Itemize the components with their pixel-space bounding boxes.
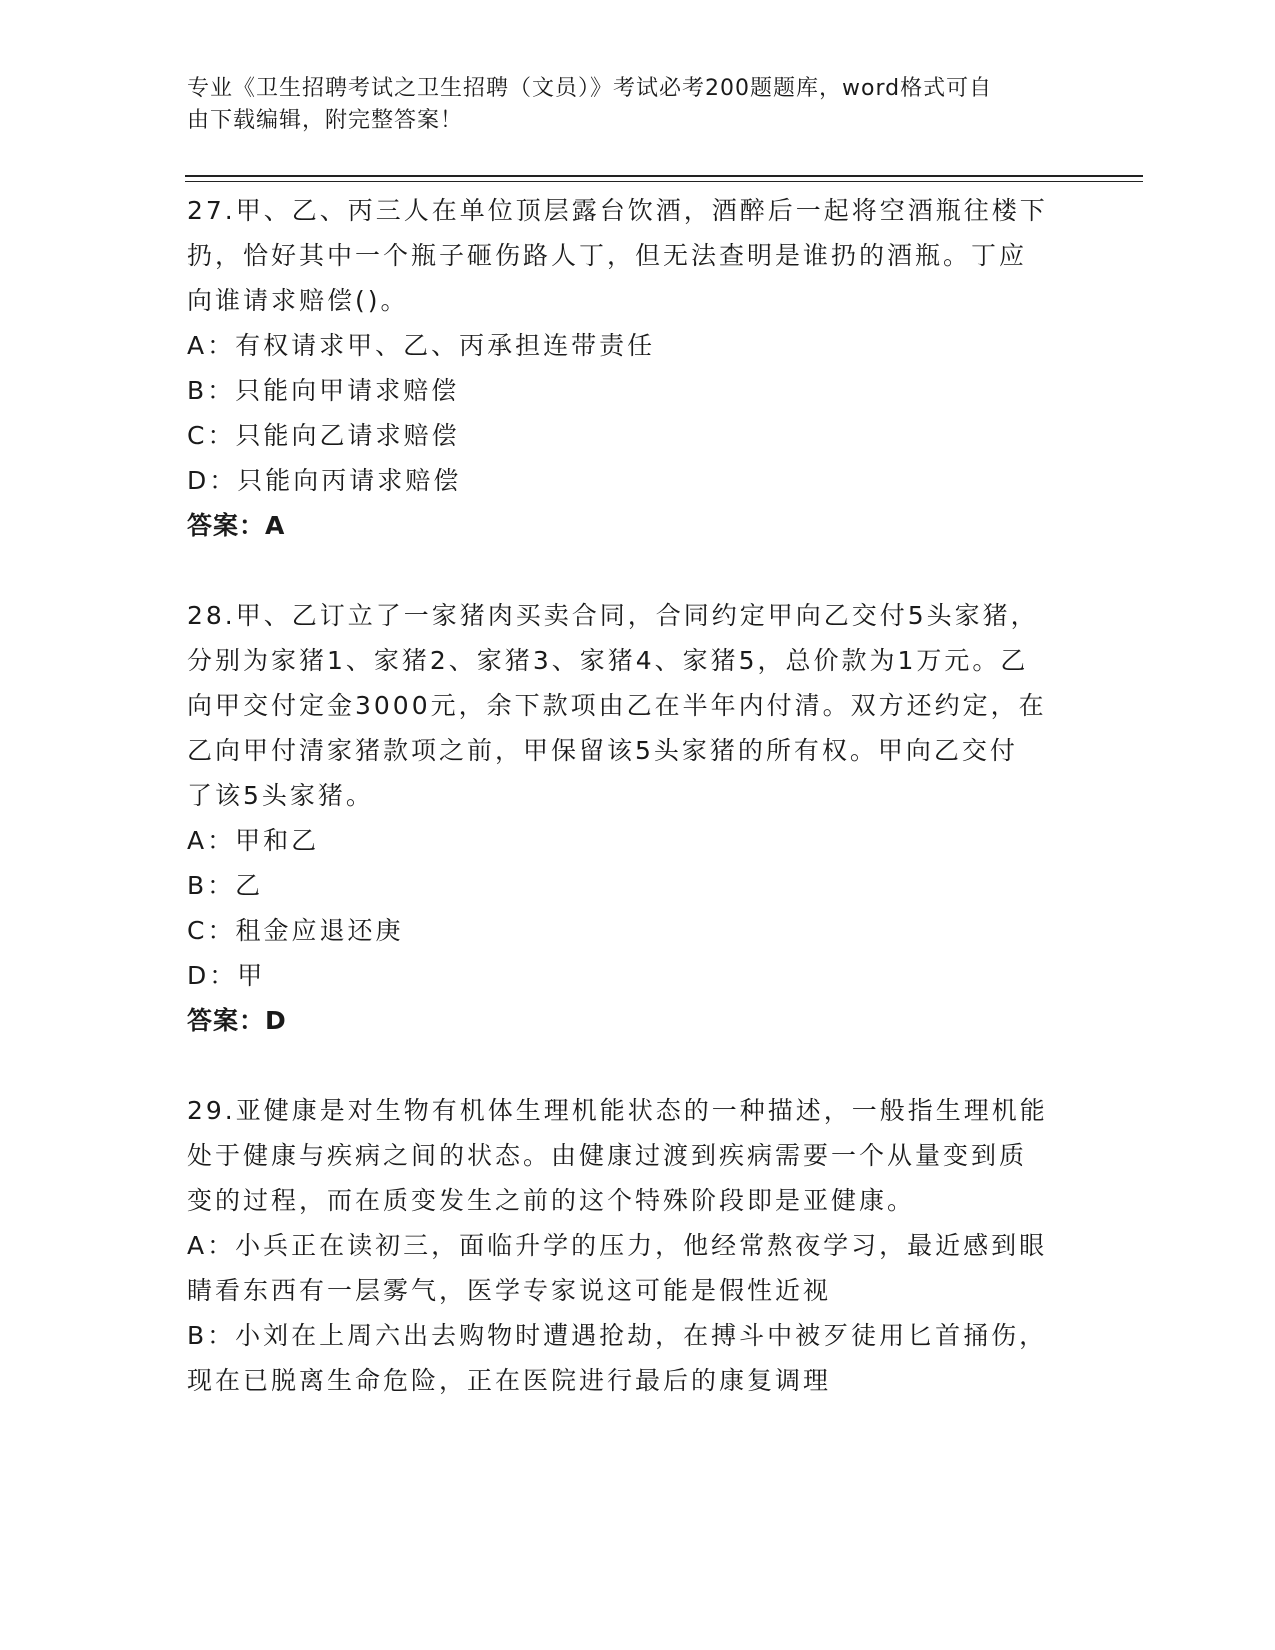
question-28 xyxy=(187,593,1087,1043)
option-d: D：只能向丙请求赔偿 xyxy=(187,466,462,495)
answer-line: 答案：A xyxy=(187,511,286,540)
header-line: 专业《卫生招聘考试之卫生招聘（文员）》考试必考200题题库，word格式可自 xyxy=(187,76,993,101)
option-d: D：甲 xyxy=(187,961,266,990)
option-c: C：只能向乙请求赔偿 xyxy=(187,421,460,450)
question-29 xyxy=(187,1088,1087,1403)
option-b-continued: 现在已脱离生命危险，正在医院进行最后的康复调理 xyxy=(187,1366,832,1395)
option-a-continued: 睛看东西有一层雾气，医学专家说这可能是假性近视 xyxy=(187,1276,832,1305)
question-stem-line: 扔，恰好其中一个瓶子砸伤路人丁，但无法查明是谁扔的酒瓶。丁应 xyxy=(187,241,1028,270)
question-stem-line: 28.甲、乙订立了一家猪肉买卖合同，合同约定甲向乙交付5头家猪， xyxy=(187,601,1039,630)
option-b: B：小刘在上周六出去购物时遭遇抢劫，在搏斗中被歹徒用匕首捅伤， xyxy=(187,1321,1048,1350)
question-stem-line: 乙向甲付清家猪款项之前，甲保留该5头家猪的所有权。甲向乙交付 xyxy=(187,736,1018,765)
question-spacer xyxy=(187,548,1087,593)
question-27 xyxy=(187,188,1087,548)
document-header xyxy=(187,73,1067,137)
question-stem-line: 向甲交付定金3000元，余下款项由乙在半年内付清。双方还约定，在 xyxy=(187,691,1047,720)
question-stem-line: 27.甲、乙、丙三人在单位顶层露台饮酒，酒醉后一起将空酒瓶往楼下 xyxy=(187,196,1048,225)
option-a: A：有权请求甲、乙、丙承担连带责任 xyxy=(187,331,656,360)
question-stem-line: 变的过程，而在质变发生之前的这个特殊阶段即是亚健康。 xyxy=(187,1186,916,1215)
option-b: B：只能向甲请求赔偿 xyxy=(187,376,460,405)
option-b: B：乙 xyxy=(187,871,264,900)
option-a: A：小兵正在读初三，面临升学的压力，他经常熬夜学习，最近感到眼 xyxy=(187,1231,1048,1260)
header-line: 由下载编辑，附完整答案！ xyxy=(187,108,464,133)
question-stem-line: 29.亚健康是对生物有机体生理机能状态的一种描述，一般指生理机能 xyxy=(187,1096,1048,1125)
answer-line: 答案：D xyxy=(187,1006,287,1035)
question-spacer xyxy=(187,1043,1087,1088)
header-divider-thin xyxy=(185,181,1143,182)
question-stem-line: 分别为家猪1、家猪2、家猪3、家猪4、家猪5，总价款为1万元。乙 xyxy=(187,646,1029,675)
question-stem-line: 了该5头家猪。 xyxy=(187,781,374,810)
option-a: A：甲和乙 xyxy=(187,826,320,855)
option-c: C：租金应退还庚 xyxy=(187,916,404,945)
header-divider xyxy=(185,175,1143,177)
question-stem-line: 向谁请求赔偿()。 xyxy=(187,286,409,315)
question-stem-line: 处于健康与疾病之间的状态。由健康过渡到疾病需要一个从量变到质 xyxy=(187,1141,1028,1170)
question-list xyxy=(187,188,1087,1403)
